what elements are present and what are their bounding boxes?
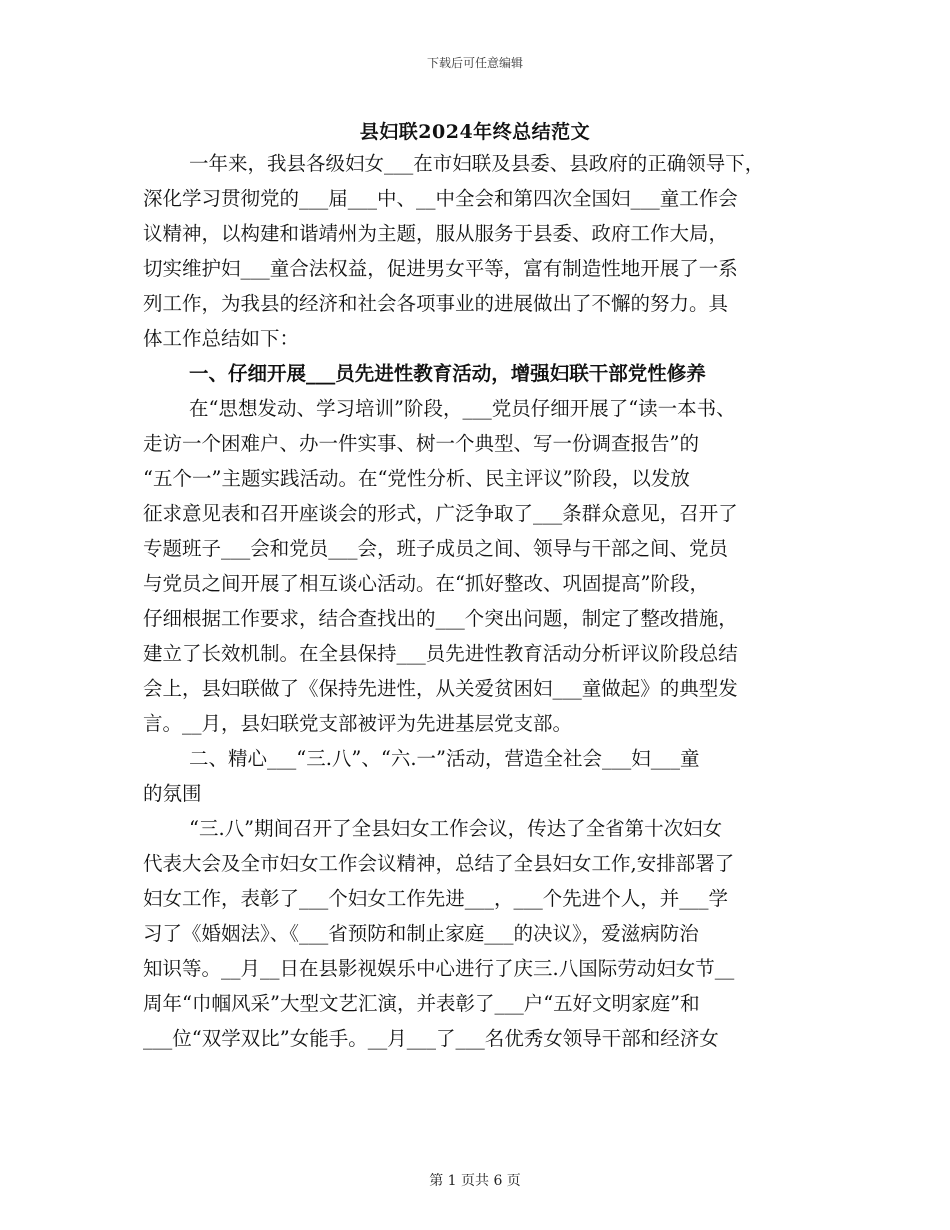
paragraph-line: 言。__月，县妇联党支部被评为先进基层党支部。 — [143, 712, 573, 735]
paragraph-line: 建立了长效机制。在全县保持___员先进性教育活动分析评议阶段总结 — [143, 642, 738, 665]
paragraph-line: 与党员之间开展了相互谈心活动。在“抓好整改、巩固提高”阶段， — [143, 572, 709, 595]
paragraph-line: 议精神，以构建和谐靖州为主题，服从服务于县委、政府工作大局， — [143, 222, 729, 245]
paragraph-line: 在“思想发动、学习培训”阶段，___党员仔细开展了“读一本书、 — [189, 397, 736, 420]
paragraph-line: 深化学习贯彻党的___届___中、__中全会和第四次全国妇___童工作会 — [143, 187, 738, 210]
section-heading-2: 二、精心___“三.八”、“六.一”活动，营造全社会___妇___童 — [189, 747, 700, 770]
paragraph-line: 知识等。__月__日在县影视娱乐中心进行了庆三.八国际劳动妇女节__ — [143, 957, 735, 980]
page-footer: 第 1 页共 6 页 — [429, 1173, 521, 1189]
paragraph-line: 切实维护妇___童合法权益，促进男女平等，富有制造性地开展了一系 — [143, 257, 738, 280]
paragraph-line: 仔细根据工作要求，结合查找出的___个突出问题，制定了整改措施， — [143, 607, 738, 630]
document-title: 县妇联2024年终总结范文 — [359, 121, 591, 143]
paragraph-line: ___位“双学双比”女能手。__月___了___名优秀女领导干部和经济女 — [143, 1027, 719, 1050]
section-heading-2-continued: 的氛围 — [143, 782, 202, 805]
paragraph-line: 会上，县妇联做了《保持先进性，从关爱贫困妇___童做起》的典型发 — [143, 677, 738, 700]
paragraph-line: 走访一个困难户、办一件实事、树一个典型、写一份调查报告”的 — [143, 432, 699, 455]
paragraph-line: 征求意见表和召开座谈会的形式，广泛争取了___条群众意见，召开了 — [143, 502, 738, 525]
paragraph-line: “三.八”期间召开了全县妇女工作会议，传达了全省第十次妇女 — [189, 817, 723, 840]
paragraph-line: 妇女工作，表彰了___个妇女工作先进___，___个先进个人，并___学 — [143, 887, 729, 910]
paragraph-line: 一年来，我县各级妇女___在市妇联及县委、县政府的正确领导下， — [189, 152, 765, 175]
section-heading-1: 一、仔细开展___员先进性教育活动，增强妇联干部党性修养 — [189, 362, 706, 385]
header-note: 下载后可任意编辑 — [426, 56, 523, 70]
paragraph-line: 代表大会及全市妇女工作会议精神，总结了全县妇女工作,安排部署了 — [143, 852, 735, 875]
paragraph-line: 专题班子___会和党员___会，班子成员之间、领导与干部之间、党员 — [143, 537, 729, 560]
paragraph-line: 体工作总结如下： — [143, 327, 300, 350]
paragraph-line: “五个一”主题实践活动。在“党性分析、民主评议”阶段，以发放 — [143, 467, 690, 490]
paragraph-line: 周年“巾帼风采”大型文艺汇演，并表彰了___户“五好文明家庭”和 — [143, 992, 700, 1015]
paragraph-line: 列工作，为我县的经济和社会各项事业的进展做出了不懈的努力。具 — [143, 292, 729, 315]
paragraph-line: 习了《婚姻法》、《___省预防和制止家庭___的决议》，爱滋病防治 — [143, 922, 699, 945]
